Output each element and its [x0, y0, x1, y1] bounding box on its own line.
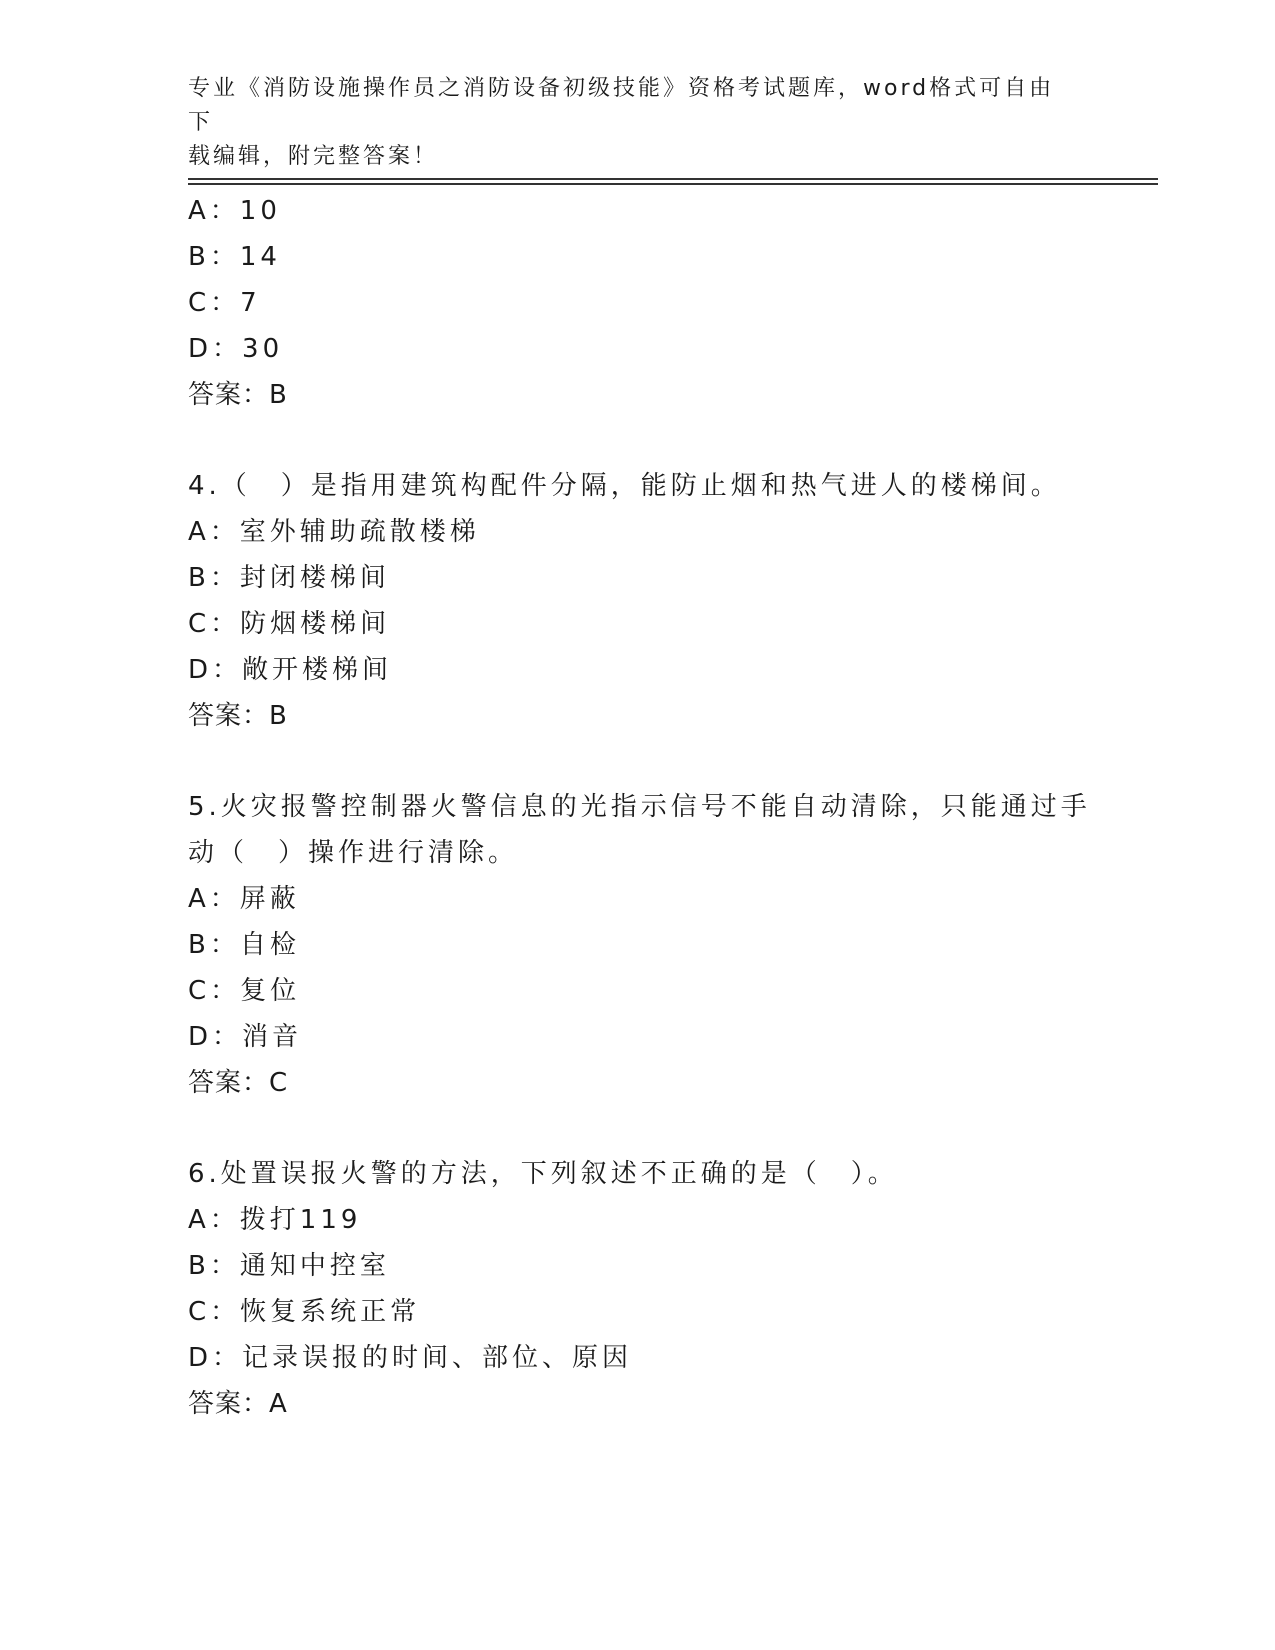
- header-divider-top: [188, 178, 1158, 180]
- option-a: A：拨打119: [188, 1205, 362, 1235]
- option-b: B：封闭楼梯间: [188, 563, 390, 593]
- spacer: [188, 1106, 1088, 1151]
- option-d: D：消音: [188, 1022, 303, 1052]
- option-d: D：记录误报的时间、部位、原因: [188, 1343, 633, 1373]
- option-c: C：7: [188, 288, 261, 318]
- spacer: [188, 739, 1088, 784]
- header-divider-bottom: [188, 183, 1158, 185]
- option-c: C：复位: [188, 976, 301, 1006]
- option-d: D：敞开楼梯间: [188, 655, 393, 685]
- question-stem: 4.（ ）是指用建筑构配件分隔，能防止烟和热气进人的楼梯间。: [188, 471, 1061, 501]
- question-6: [188, 1151, 1088, 1427]
- option-d: D：30: [188, 334, 284, 364]
- answer: 答案：C: [188, 1068, 289, 1098]
- option-c: C：防烟楼梯间: [188, 609, 391, 639]
- option-a: A：室外辅助疏散楼梯: [188, 517, 480, 547]
- option-a: A：屏蔽: [188, 884, 300, 914]
- question-5: [188, 784, 1091, 1106]
- document-header: [188, 72, 1068, 174]
- question-list: [188, 188, 1091, 1427]
- option-b: B：14: [188, 242, 281, 272]
- question-stem-line-2: 动（ ）操作进行清除。: [188, 838, 519, 868]
- option-c: C：恢复系统正常: [188, 1297, 421, 1327]
- answer: 答案：B: [188, 380, 288, 410]
- header-line-2: 载编辑，附完整答案！: [188, 144, 439, 169]
- question-4: [188, 463, 1088, 739]
- option-b: B：自检: [188, 930, 300, 960]
- spacer: [188, 418, 1088, 463]
- header-line-1: 专业《消防设施操作员之消防设备初级技能》资格考试题库，word格式可自由下: [188, 76, 1055, 135]
- option-b: B：通知中控室: [188, 1251, 390, 1281]
- answer: 答案：B: [188, 701, 288, 731]
- answer: 答案：A: [188, 1389, 288, 1419]
- option-a: A：10: [188, 196, 281, 226]
- question-3: [188, 188, 1088, 418]
- question-stem: 6.处置误报火警的方法，下列叙述不正确的是（ ）。: [188, 1159, 898, 1189]
- question-stem-line-1: 5.火灾报警控制器火警信息的光指示信号不能自动清除，只能通过手: [188, 792, 1091, 822]
